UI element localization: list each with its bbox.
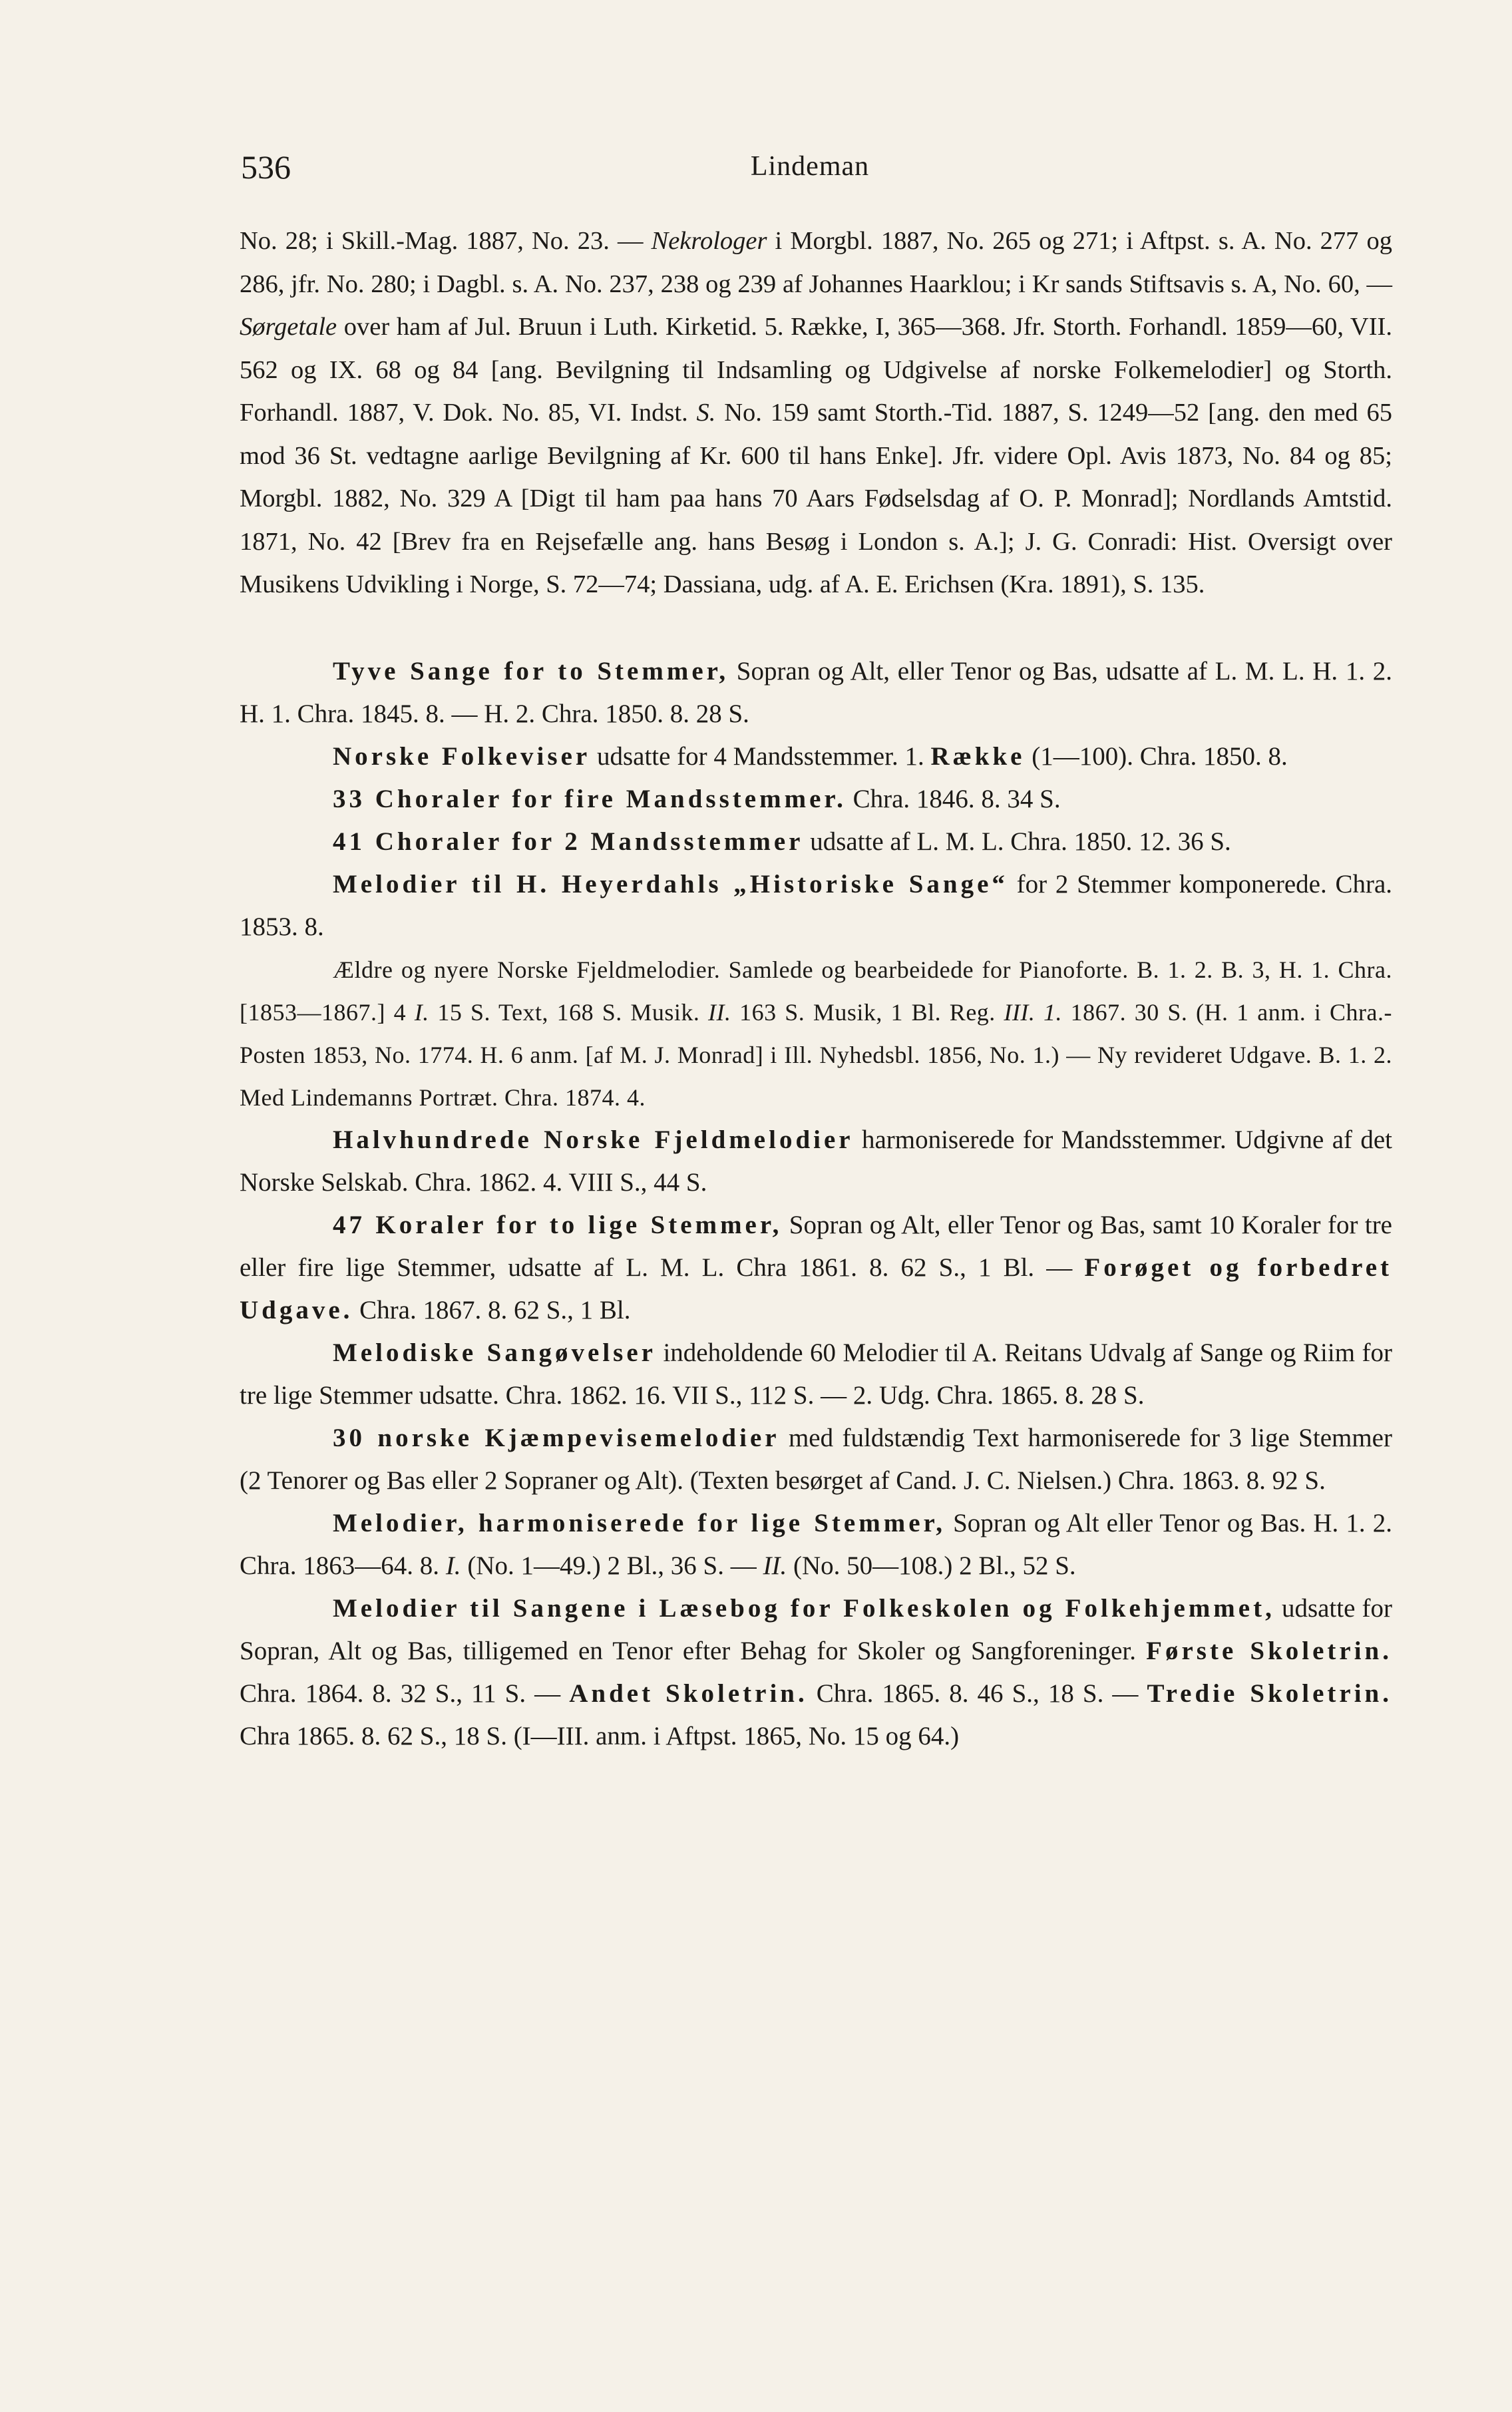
entry-title: 30 norske Kjæmpevisemelodier bbox=[333, 1423, 780, 1452]
entry-text: (No. 50—108.) 2 Bl., 52 S. bbox=[787, 1551, 1076, 1580]
ref-italic: S. bbox=[696, 399, 716, 427]
entry-melodier-harmoniserede bbox=[240, 1502, 1392, 1587]
entry-title: Række bbox=[930, 741, 1026, 771]
entry-title: Tredie Skoletrin. bbox=[1147, 1679, 1392, 1708]
entry-tyve-sange bbox=[240, 650, 1392, 735]
entry-text: Chra. 1867. 8. 62 S., 1 Bl. bbox=[353, 1295, 631, 1324]
entry-text: (No. 1—49.) 2 Bl., 36 S. — bbox=[461, 1551, 763, 1580]
entry-text: Chra 1865. 8. 62 S., 18 S. (I—III. anm. i Aftpst. 1865, No. 15 og 64.) bbox=[240, 1721, 960, 1750]
entry-text: (1—100). Chra. 1850. 8. bbox=[1025, 741, 1288, 771]
entry-text: Chra. 1846. 8. 34 S. bbox=[846, 784, 1061, 813]
entry-text: Chra. 1864. 8. 32 S., 11 S. — bbox=[240, 1679, 570, 1708]
entry-text: for 2 Stemmer komponerede. Chra. 1853. 8. bbox=[240, 869, 1392, 941]
entry-sangovelser bbox=[240, 1332, 1392, 1417]
entry-text: udsatte af L. M. L. Chra. 1850. 12. 36 S. bbox=[803, 827, 1231, 856]
entry-title: Andet Skoletrin. bbox=[569, 1679, 808, 1708]
entry-kjaempevisemelodier bbox=[240, 1417, 1392, 1502]
entry-title: 41 Choraler for 2 Mandsstemmer bbox=[333, 827, 804, 856]
entry-norske-folkeviser bbox=[240, 735, 1392, 778]
entry-melodier-heyerdahl bbox=[240, 863, 1392, 948]
ref-text: over ham af Jul. Bruun i Luth. Kirketid. 5. Række, I, 365—368. Jfr. Storth. Forhandl. 1859—60, VII. 562 og IX. 68 og 84 [ang. Bevilgning til Indsamling og Udgivelse af norske Folkemelodier] og Storth. Forhandl. 1887, V. Dok. No. 85, VI. Indst. bbox=[240, 313, 1392, 427]
ref-text: No. 159 samt Storth.-Tid. 1887, S. 1249—52 [ang. den med 65 mod 36 St. vedtagne aarlige Bevilgning af Kr. 600 til hans Enke]. Jfr. videre Opl. Avis 1873, No. 84 og 85; Morgbl. 1882, No. 329 A [Digt til ham paa hans 70 Aars Fødselsdag af O. P. Monrad]; Nordlands Amtstid. 1871, No. 42 [Brev fra en Rejsefælle ang. hans Besøg i London s. A.]; J. G. Conradi: Hist. Oversigt over Musikens Udvikling i Norge, S. 72—74; Dassiana, udg. af A. E. Erichsen (Kra. 1891), S. 135. bbox=[240, 399, 1392, 598]
entry-text: Chra. 1865. 8. 46 S., 18 S. — bbox=[807, 1679, 1147, 1708]
entry-title: Tyve Sange for to Stemmer, bbox=[333, 656, 729, 686]
entry-italic: II. bbox=[708, 998, 731, 1026]
entry-text: harmoniserede for Mandsstemmer. Udgivne af det Norske Selskab. Chra. 1862. 4. VIII S., 44 S. bbox=[240, 1125, 1392, 1197]
bibliography-entries bbox=[240, 650, 1392, 1758]
entry-text: Samlede og bearbeidede for Pianoforte. B. 1. 2. B. 3, H. 1. Chra. [1853—1867.] 4 bbox=[240, 956, 1392, 1026]
entry-laesebog bbox=[240, 1587, 1392, 1758]
entry-title: Ældre og nyere Norske Fjeldmelodier. bbox=[333, 956, 721, 983]
entry-title: Halvhundrede Norske Fjeldmelodier bbox=[333, 1125, 854, 1154]
entry-33-choraler bbox=[240, 778, 1392, 821]
entry-text: med fuldstændig Text harmoniserede for 3 lige Stemmer (2 Tenorer og Bas eller 2 Sopraner og Alt). (Texten besørget af Cand. J. C. Nielsen.) Chra. 1863. 8. 92 S. bbox=[240, 1423, 1392, 1495]
entry-text: udsatte for 4 Mandsstemmer. 1. bbox=[590, 741, 931, 771]
entry-title: Ny revideret Udgave. bbox=[1097, 1041, 1312, 1068]
entry-fjeldmelodier bbox=[240, 948, 1392, 1119]
entry-title: 33 Choraler for fire Mandsstemmer. bbox=[333, 784, 847, 813]
entry-text: Sopran og Alt, eller Tenor og Bas, udsatte af L. M. L. H. 1. 2. H. 1. Chra. 1845. 8. — H. 2. Chra. 1850. 8. 28 S. bbox=[240, 656, 1392, 728]
entry-halvhundrede bbox=[240, 1119, 1392, 1204]
entry-italic: I. bbox=[445, 1551, 461, 1580]
entry-41-choraler bbox=[240, 821, 1392, 863]
page-header bbox=[241, 148, 1379, 188]
entry-title: Første Skoletrin. bbox=[1146, 1636, 1392, 1665]
entry-title: Melodier til Sangene i Læsebog for Folkeskolen og Folkehjemmet, bbox=[333, 1593, 1275, 1623]
entry-italic: I. bbox=[414, 998, 429, 1026]
entry-title: Melodiske Sangøvelser bbox=[333, 1338, 656, 1367]
entry-text: 15 S. Text, 168 S. Musik. bbox=[429, 998, 708, 1026]
entry-title: Forøget og forbedret Udgave. bbox=[240, 1253, 1392, 1324]
entry-text: B. 1. 2. Med Lindemanns Portræt. Chra. 1874. 4. bbox=[240, 1041, 1392, 1111]
references-paragraph bbox=[240, 220, 1392, 606]
entry-title: 47 Koraler for to lige Stemmer, bbox=[333, 1210, 783, 1239]
entry-title: Melodier til H. Heyerdahls „Historiske Sange“ bbox=[333, 869, 1008, 899]
entry-italic: III. 1. bbox=[1004, 998, 1063, 1026]
page-number: 536 bbox=[241, 148, 291, 186]
entry-title: Norske Folkeviser bbox=[333, 741, 591, 771]
page-body bbox=[240, 220, 1392, 1758]
ref-text: i Morgbl. 1887, No. 265 og 271; i Aftpst. s. A. No. 277 og 286, jfr. No. 280; i Dagbl. s. A. No. 237, 238 og 239 af Johannes Haarklou; i Kr sands Stiftsavis s. A, No. 60, — bbox=[240, 227, 1392, 298]
entry-italic: II. bbox=[763, 1551, 787, 1580]
ref-italic: Sørgetale bbox=[240, 313, 337, 341]
entry-47-koraler bbox=[240, 1204, 1392, 1332]
ref-italic: Nekrologer bbox=[651, 227, 767, 255]
entry-text: Sopran og Alt, eller Tenor og Bas, samt 10 Koraler for tre eller fire lige Stemmer, udsatte af L. M. L. Chra 1861. 8. 62 S., 1 Bl. — bbox=[240, 1210, 1392, 1282]
entry-text: indeholdende 60 Melodier til A. Reitans Udvalg af Sange og Riim for tre lige Stemmer udsatte. Chra. 1862. 16. VII S., 112 S. — 2. Udg. Chra. 1865. 8. 28 S. bbox=[240, 1338, 1392, 1410]
entry-text: udsatte for Sopran, Alt og Bas, tilligemed en Tenor efter Behag for Skoler og Sangforeninger. bbox=[240, 1593, 1392, 1665]
entry-text: Sopran og Alt eller Tenor og Bas. H. 1. 2. Chra. 1863—64. 8. bbox=[240, 1508, 1393, 1580]
running-head: Lindeman bbox=[750, 151, 870, 182]
entry-title: Melodier, harmoniserede for lige Stemmer, bbox=[333, 1508, 946, 1537]
entry-text: 1867. 30 S. (H. 1 anm. i Chra.-Posten 1853, No. 1774. H. 6 anm. [af M. J. Monrad] i Ill. Nyhedsbl. 1856, No. 1.) — bbox=[240, 998, 1392, 1068]
entry-text: 163 S. Musik, 1 Bl. Reg. bbox=[731, 998, 1004, 1026]
ref-text: No. 28; i Skill.-Mag. 1887, No. 23. — bbox=[240, 227, 652, 255]
